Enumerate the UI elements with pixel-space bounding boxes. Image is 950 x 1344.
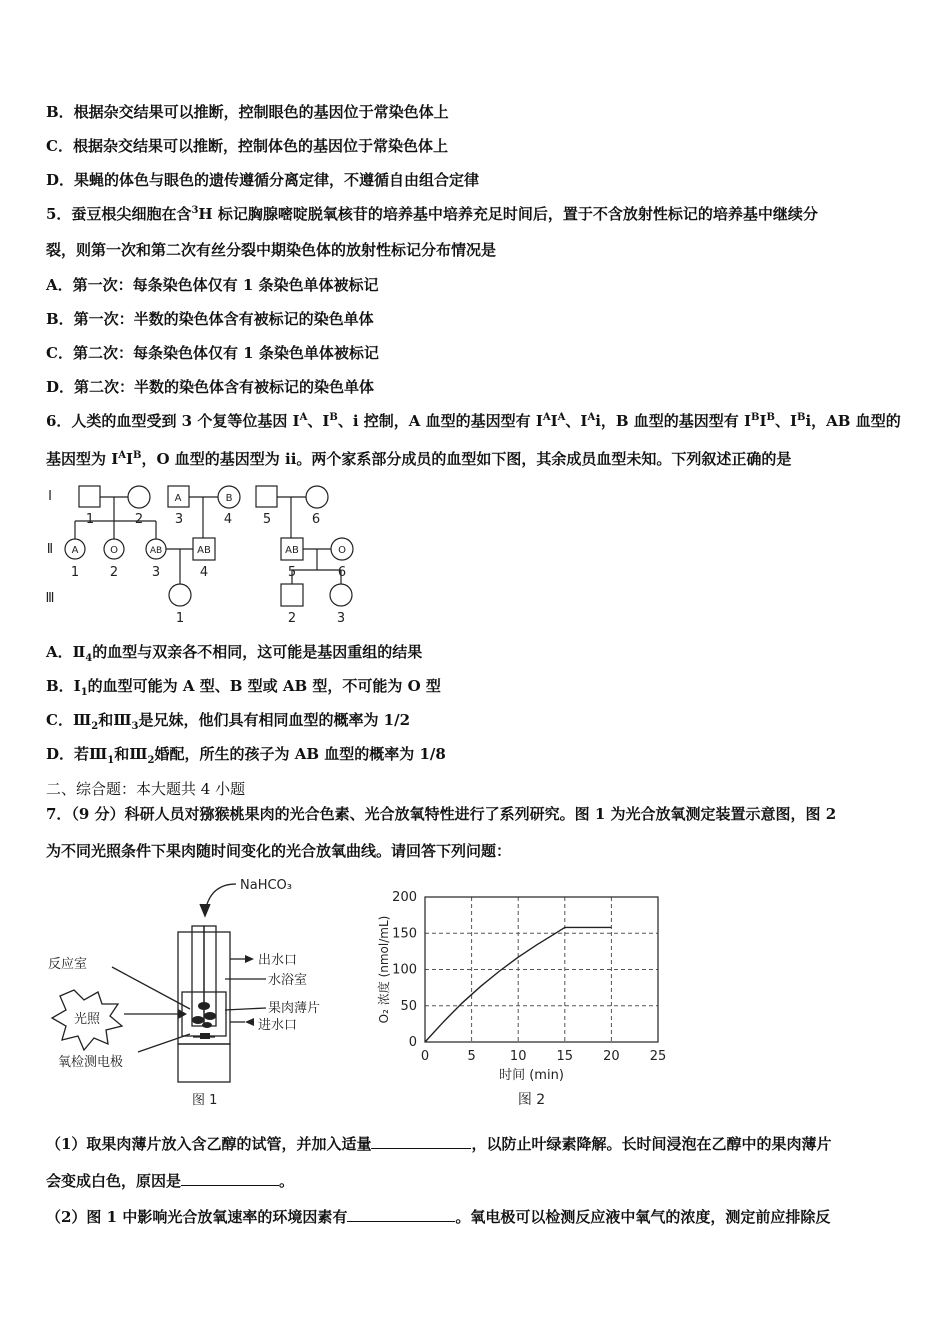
II3-blood-label: AB [149,546,163,556]
q6-option-d: D．若$Ⅲ_1$和$Ⅲ_2$婚配，所生的孩子为 AB 血型的概率为 1/8 [46,745,446,766]
gen-label-2: Ⅱ [46,542,54,557]
III3-female [330,584,352,606]
pedigree-diagram [40,478,370,638]
chart-ytick-label: 150 [392,926,417,942]
chart-xlabel: 时间 (min) [499,1068,564,1083]
fig1-light-label: 光照 [74,1012,101,1027]
II5-num: 5 [287,565,297,580]
chart-ytick-label: 200 [392,890,417,905]
chart-ytick-label: 0 [408,1035,417,1050]
I6-num: 6 [311,512,321,527]
q5-option-b: B．第一次：半数的染色体含有被标记的染色单体 [46,310,374,328]
q7-sub1-line2: 会变成白色，原因是 。 [46,1172,295,1190]
III2-num: 2 [287,611,297,626]
I3-blood-label: A [174,493,182,504]
q6-stem-line2: 基因型为 $I^AI^B$，O 血型的基因型为 ii。两个家系部分成员的血型如下图，其余成员血型未知。下列叙述正确的是 [46,450,792,468]
II1-num: 1 [70,565,80,580]
chart-ytick-label: 50 [400,998,417,1014]
q4-option-d: D．果蝇的体色与眼色的遗传遵循分离定律，不遵循自由组合定律 [46,171,480,189]
II6-blood-label: O [338,545,346,556]
III1-female [169,584,191,606]
q7-stem-line2: 为不同光照条件下果肉随时间变化的光合放氧曲线。请回答下列问题： [46,842,512,860]
gen-label-3: Ⅲ [45,591,55,606]
fig1-outlet-label: 出水口 [258,953,298,968]
I4-num: 4 [223,512,233,527]
chart-ylabel: O₂ 浓度 (nmol/mL) [377,915,391,1024]
chart-xtick-label: 15 [556,1049,574,1064]
I4-blood-label: B [225,493,233,504]
III2-male [281,584,303,606]
III3-num: 3 [336,611,346,626]
II2-blood-label: O [110,545,118,556]
chart-xtick-label: 5 [467,1049,476,1064]
chart-xtick-label: 20 [603,1049,620,1064]
chart-ytick-label: 100 [392,962,417,978]
answer-blank-2[interactable] [181,1171,279,1186]
II5-blood-label: AB [285,545,299,556]
q5-option-a: A．第一次：每条染色体仅有 1 条染色单体被标记 [46,276,379,294]
II6-num: 6 [337,565,347,580]
q7-sub2-line1: （2）图 1 中影响光合放氧速率的环境因素有 。氧电极可以检测反应液中氧气的浓度，测定前应排除反 [46,1208,831,1226]
q5-stem-line2: 裂，则第一次和第二次有丝分裂中期染色体的放射性标记分布情况是 [46,241,497,259]
q7-sub1-line1: （1）取果肉薄片放入含乙醇的试管，并加入适量 ，以防止叶绿素降解。长时间浸泡在乙醇中的果肉薄片 [46,1135,832,1153]
figure2-chart [370,880,680,1112]
q4-option-c: C．根据杂交结果可以推断，控制体色的基因位于常染色体上 [46,137,448,155]
I1-male [79,486,100,507]
section-2-heading: 二、综合题：本大题共 4 小题 [46,780,246,798]
q6-option-a: A．$Ⅱ_4$的血型与双亲各不相同，这可能是基因重组的结果 [46,643,423,664]
fig1-electrode-label: 氧检测电极 [58,1055,124,1070]
fig1-chamber-label: 反应室 [48,957,88,972]
II3-num: 3 [151,565,161,580]
fig1-nahco3-label: NaHCO₃ [240,878,292,893]
II2-num: 2 [109,565,119,580]
chart-xtick-label: 0 [420,1049,430,1064]
figure1-apparatus [40,872,360,1112]
fig1-inlet-label: 进水口 [258,1018,298,1033]
II1-blood-label: A [71,545,79,556]
I6-female [306,486,328,508]
III1-num: 1 [175,611,185,626]
q4-option-b: B．根据杂交结果可以推断，控制眼色的基因位于常染色体上 [46,103,449,121]
chart-caption: 图 2 [517,1092,546,1108]
fig1-caption: 图 1 [192,1093,218,1108]
answer-blank-3[interactable] [347,1207,455,1222]
II4-blood-label: AB [197,545,211,556]
gen-label-1: Ⅰ [48,489,52,504]
I3-num: 3 [174,512,184,527]
I5-num: 5 [262,512,272,527]
q7-stem-line1: 7．（9 分）科研人员对猕猴桃果肉的光合色素、光合放氧特性进行了系列研究。图 1 为光合放氧测定装置示意图，图 2 [46,805,837,823]
q5-stem-line1: 5．蚕豆根尖细胞在含$^3$H 标记胸腺嘧啶脱氧核苷的培养基中培养充足时间后，置于不含放射性标记的培养基中继续分 [46,205,818,223]
answer-blank-1[interactable] [371,1134,471,1149]
q6-option-b: B．$I_1$的血型可能为 A 型、B 型或 AB 型，不可能为 O 型 [46,677,441,698]
I1-num: 1 [85,512,95,527]
I2-num: 2 [134,512,144,527]
q5-option-d: D．第二次：半数的染色体含有被标记的染色单体 [46,378,375,396]
q6-stem-line1: 6．人类的血型受到 3 个复等位基因 $I^A$、$I^B$、i 控制，A 血型的基因型有 $I^AI^A$、$I^Ai$，B 血型的基因型有 $I^BI^B$、$I^Bi$，AB 血型的 [46,412,901,430]
chart-xtick-label: 10 [509,1049,527,1064]
fig1-slice-label: 果肉薄片 [268,1001,321,1016]
fig1-bath-label: 水浴室 [268,973,308,988]
I2-female [128,486,150,508]
chart-xtick-label: 25 [649,1049,667,1064]
II4-num: 4 [199,565,209,580]
q5-option-c: C．第二次：每条染色体仅有 1 条染色单体被标记 [46,344,379,362]
I5-male [256,486,277,507]
q6-option-c: C．$Ⅲ_2$和$Ⅲ_3$是兄妹，他们具有相同血型的概率为 1/2 [46,711,411,732]
